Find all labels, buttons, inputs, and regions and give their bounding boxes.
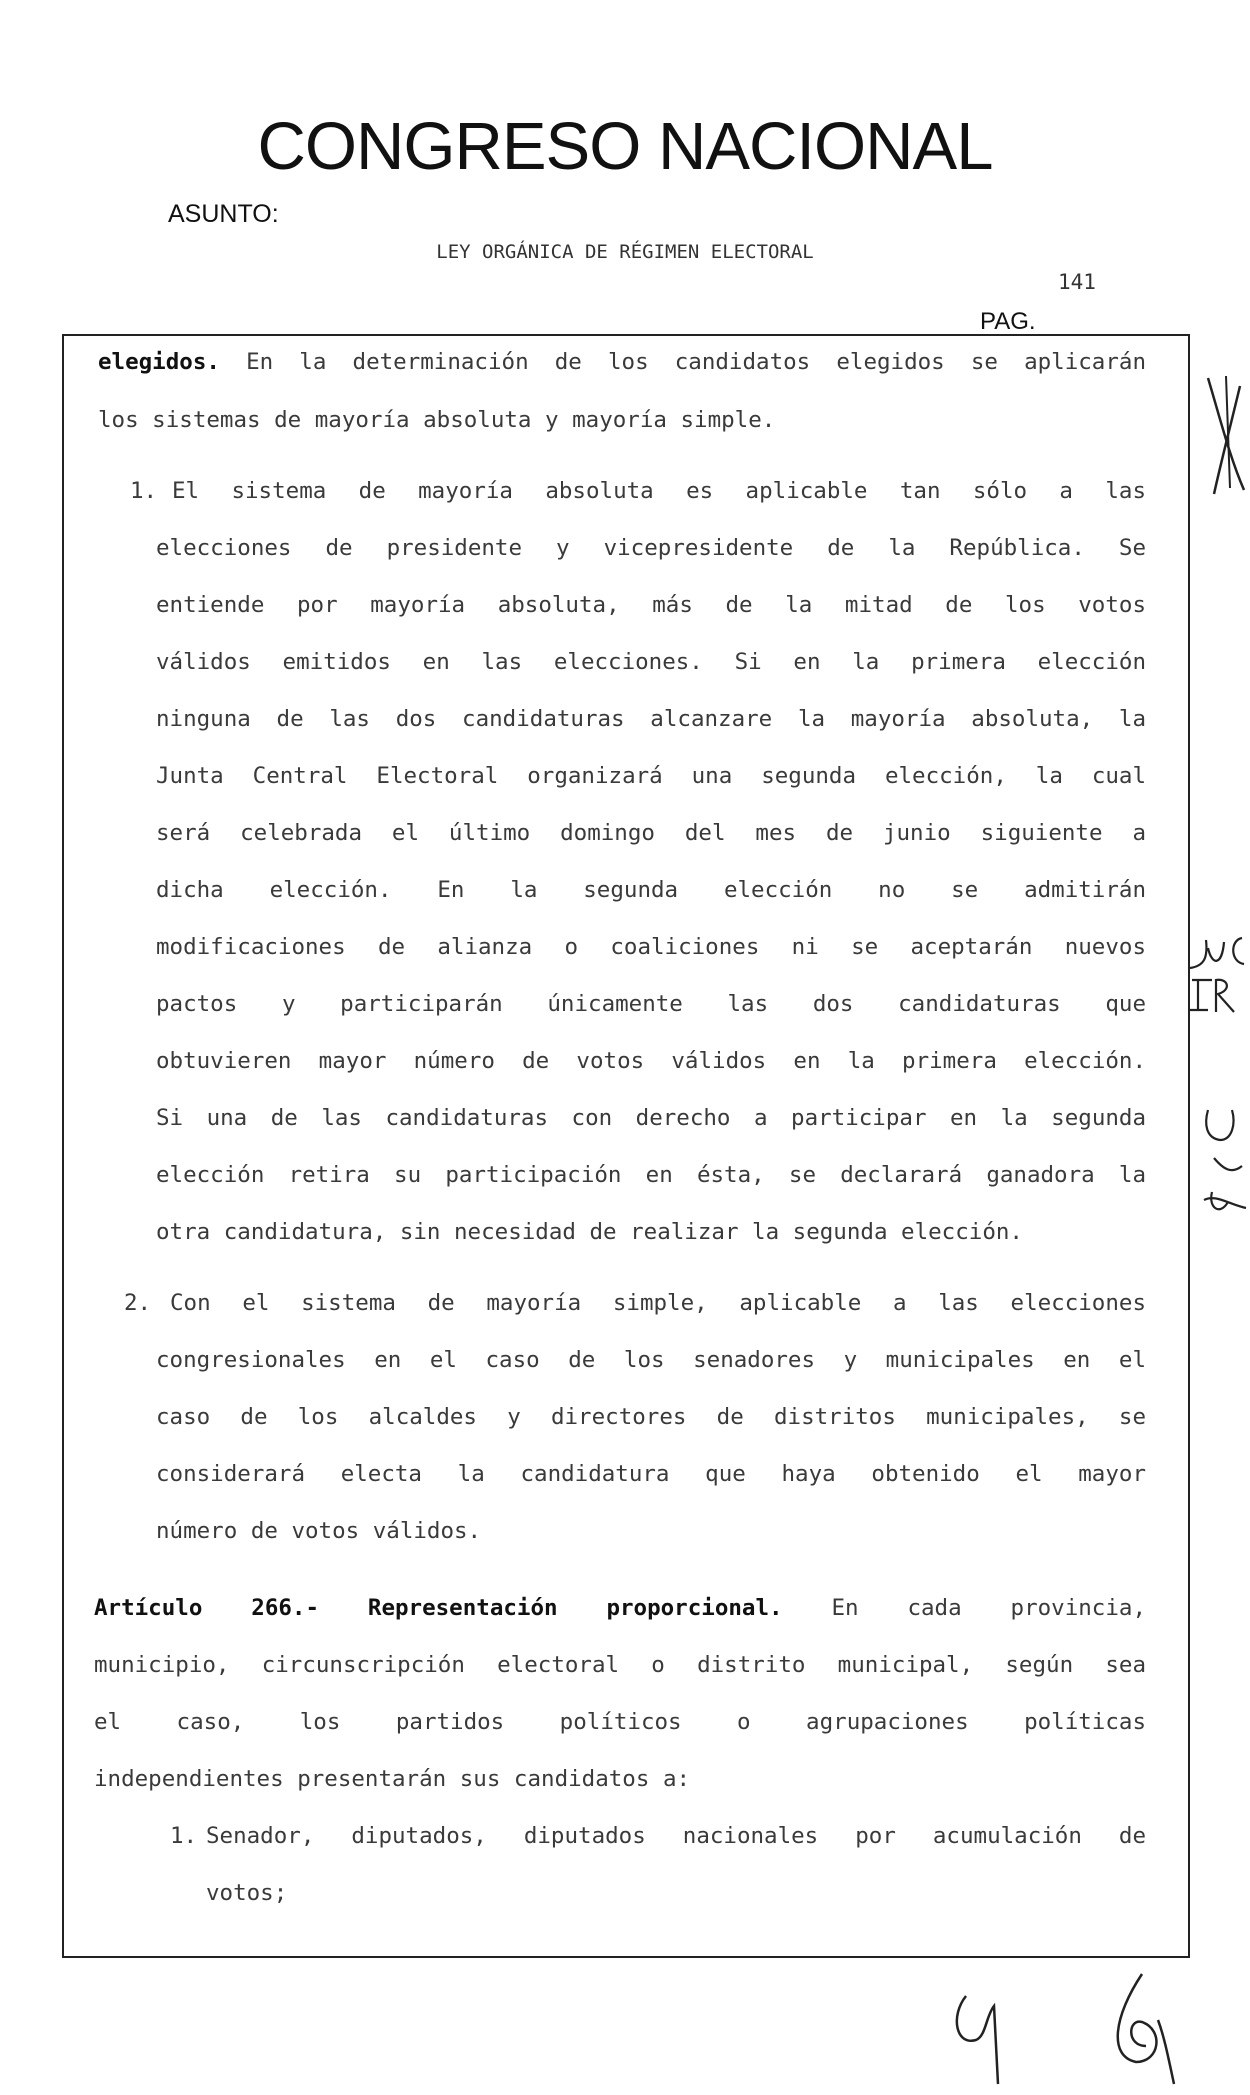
article-266-item1-number: 1. bbox=[170, 1823, 198, 1849]
item2-line: número de votos válidos. bbox=[156, 1518, 482, 1544]
article-266-rest: En cada provincia, bbox=[831, 1595, 1146, 1621]
item1-line: Junta Central Electoral organizará una segunda elección, la cual bbox=[156, 763, 1146, 789]
item1-line: pactos y participarán únicamente las dos candidaturas que bbox=[156, 991, 1146, 1017]
item2-number: 2. bbox=[124, 1290, 152, 1316]
item2-line: caso de los alcaldes y directores de distritos municipales, se bbox=[156, 1404, 1146, 1430]
item1-line: será celebrada el último domingo del mes de junio siguiente a bbox=[156, 820, 1146, 846]
item1-line: modificaciones de alianza o coaliciones ni se aceptarán nuevos bbox=[156, 934, 1146, 960]
item1-line: entiende por mayoría absoluta, más de la mitad de los votos bbox=[156, 592, 1146, 618]
article-266-line: independientes presentarán sus candidatos a: bbox=[94, 1766, 691, 1792]
article-266-item1-line: votos; bbox=[206, 1880, 288, 1906]
item2-line: Con el sistema de mayoría simple, aplicable a las elecciones bbox=[170, 1290, 1146, 1316]
item2-line: considerará electa la candidatura que haya obtenido el mayor bbox=[156, 1461, 1146, 1487]
handwritten-x-mark bbox=[1200, 368, 1250, 498]
page-label: PAG. bbox=[980, 308, 1036, 335]
intro-bold: elegidos. bbox=[98, 349, 220, 375]
item1-line: dicha elección. En la segunda elección no se admitirán bbox=[156, 877, 1146, 903]
letterhead-title: CONGRESO NACIONAL bbox=[257, 109, 993, 184]
item1-number: 1. bbox=[130, 478, 158, 504]
item1-line: ninguna de las dos candidaturas alcanzare la mayoría absoluta, la bbox=[156, 706, 1146, 732]
article-266-item1-line: Senador, diputados, diputados nacionales por acumulación de bbox=[206, 1823, 1146, 1849]
handwritten-signature-marks bbox=[946, 1966, 1186, 2091]
article-266-line: el caso, los partidos políticos o agrupaciones políticas bbox=[94, 1709, 1146, 1735]
intro-line-2: los sistemas de mayoría absoluta y mayoría simple. bbox=[98, 407, 776, 433]
intro-line-1 bbox=[98, 349, 1146, 375]
item2-line: congresionales en el caso de los senadores y municipales en el bbox=[156, 1347, 1146, 1373]
handwritten-marks bbox=[1198, 1104, 1250, 1244]
item1-line: Si una de las candidaturas con derecho a participar en la segunda bbox=[156, 1105, 1146, 1131]
article-266-line: municipio, circunscripción electoral o distrito municipal, según sea bbox=[94, 1652, 1146, 1678]
article-266-title: Artículo 266.- Representación proporcional. bbox=[94, 1595, 783, 1621]
article-266-heading bbox=[94, 1595, 1146, 1621]
page-number: 141 bbox=[1058, 270, 1096, 294]
item1-line: elección retira su participación en ésta, se declarará ganadora la bbox=[156, 1162, 1146, 1188]
document-subject: LEY ORGÁNICA DE RÉGIMEN ELECTORAL bbox=[436, 241, 814, 263]
item1-line: obtuvieren mayor número de votos válidos en la primera elección. bbox=[156, 1048, 1146, 1074]
item1-line: El sistema de mayoría absoluta es aplicable tan sólo a las bbox=[172, 478, 1146, 504]
item1-line: válidos emitidos en las elecciones. Si en la primera elección bbox=[156, 649, 1146, 675]
handwritten-initials bbox=[1186, 918, 1246, 1028]
asunto-label: ASUNTO: bbox=[168, 200, 279, 228]
intro-rest: En la determinación de los candidatos elegidos se aplicarán bbox=[246, 349, 1146, 375]
item1-line: elecciones de presidente y vicepresidente de la República. Se bbox=[156, 535, 1146, 561]
item1-line: otra candidatura, sin necesidad de realizar la segunda elección. bbox=[156, 1219, 1023, 1245]
